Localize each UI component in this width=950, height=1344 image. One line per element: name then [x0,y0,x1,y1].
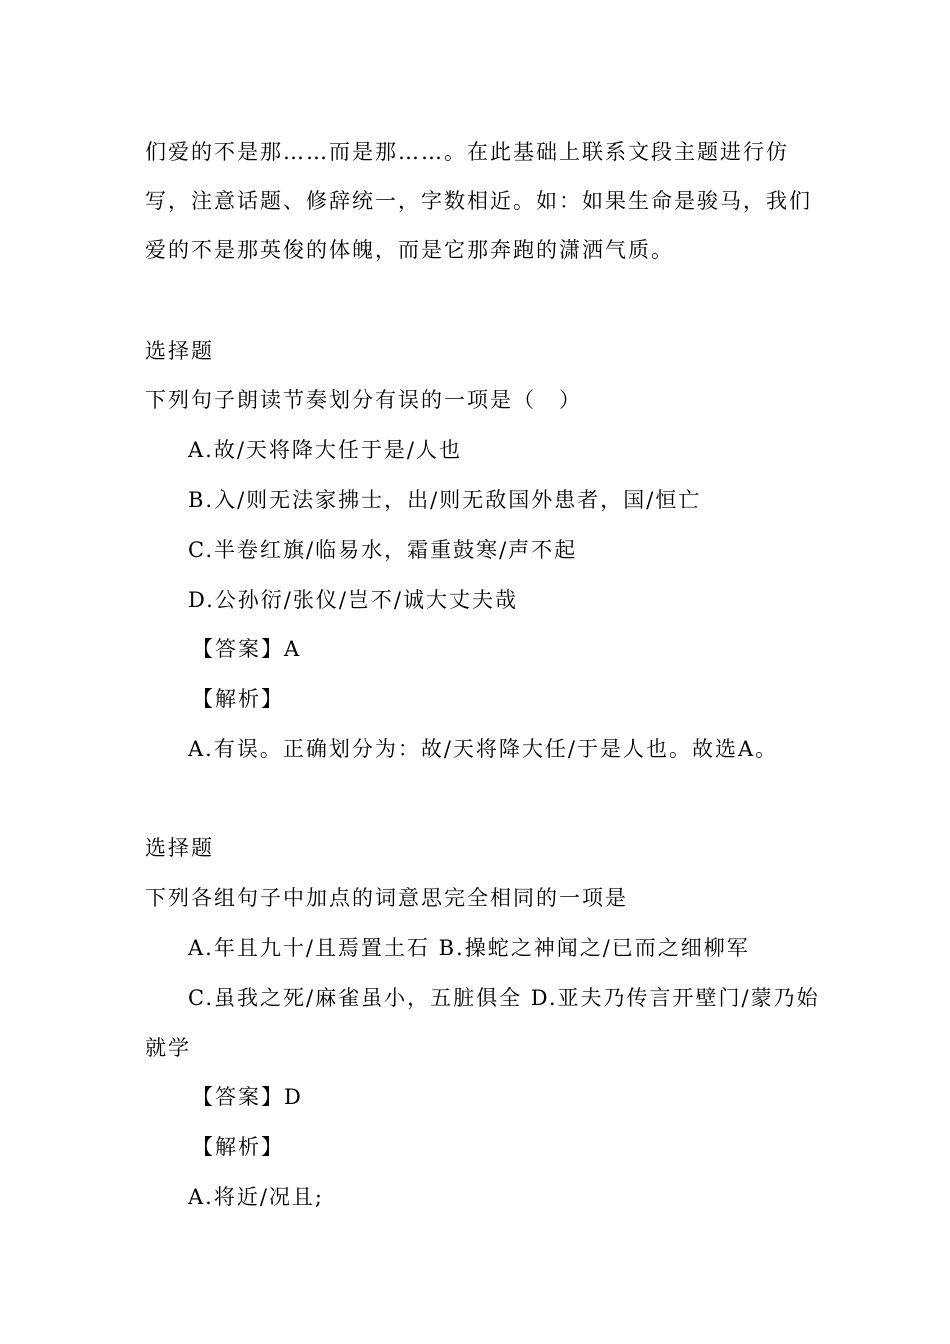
q1-option-a: A.故/天将降大任于是/人也 [188,438,462,462]
q2-analysis: A.将近/况且; [188,1185,324,1209]
intro-line-1: 们爱的不是那……而是那……。在此基础上联系文段主题进行仿 [145,140,789,164]
q2-type-heading: 选择题 [145,836,214,860]
q2-stem: 下列各组句子中加点的词意思完全相同的一项是 [145,886,628,910]
q1-analysis-label: 【解析】 [192,687,284,711]
q1-option-c: C.半卷红旗/临易水，霜重鼓寒/声不起 [188,538,578,562]
q2-options-line-2: C.虽我之死/麻雀虽小，五脏俱全 D.亚夫乃传言开壁门/蒙乃始 [188,986,820,1010]
q2-options-line-3: 就学 [145,1036,191,1060]
q1-answer: 【答案】A [192,637,302,661]
q1-option-d: D.公孙衍/张仪/岂不/诚大丈夫哉 [188,588,518,612]
q2-options-line-1: A.年且九十/且焉置土石 B.操蛇之神闻之/已而之细柳军 [188,936,750,960]
q2-analysis-label: 【解析】 [192,1135,284,1159]
intro-line-2: 写，注意话题、修辞统一，字数相近。如：如果生命是骏马，我们 [145,189,812,213]
q1-type-heading: 选择题 [145,339,214,363]
q1-option-b: B.入/则无法家拂士，出/则无敌国外患者，国/恒亡 [188,488,702,512]
q1-stem: 下列句子朗读节奏划分有误的一项是（ ） [145,388,582,412]
q1-analysis: A.有误。正确划分为：故/天将降大任/于是人也。故选A。 [188,737,779,761]
q2-answer: 【答案】D [192,1085,303,1109]
intro-line-3: 爱的不是那英俊的体魄，而是它那奔跑的潇洒气质。 [145,238,674,262]
